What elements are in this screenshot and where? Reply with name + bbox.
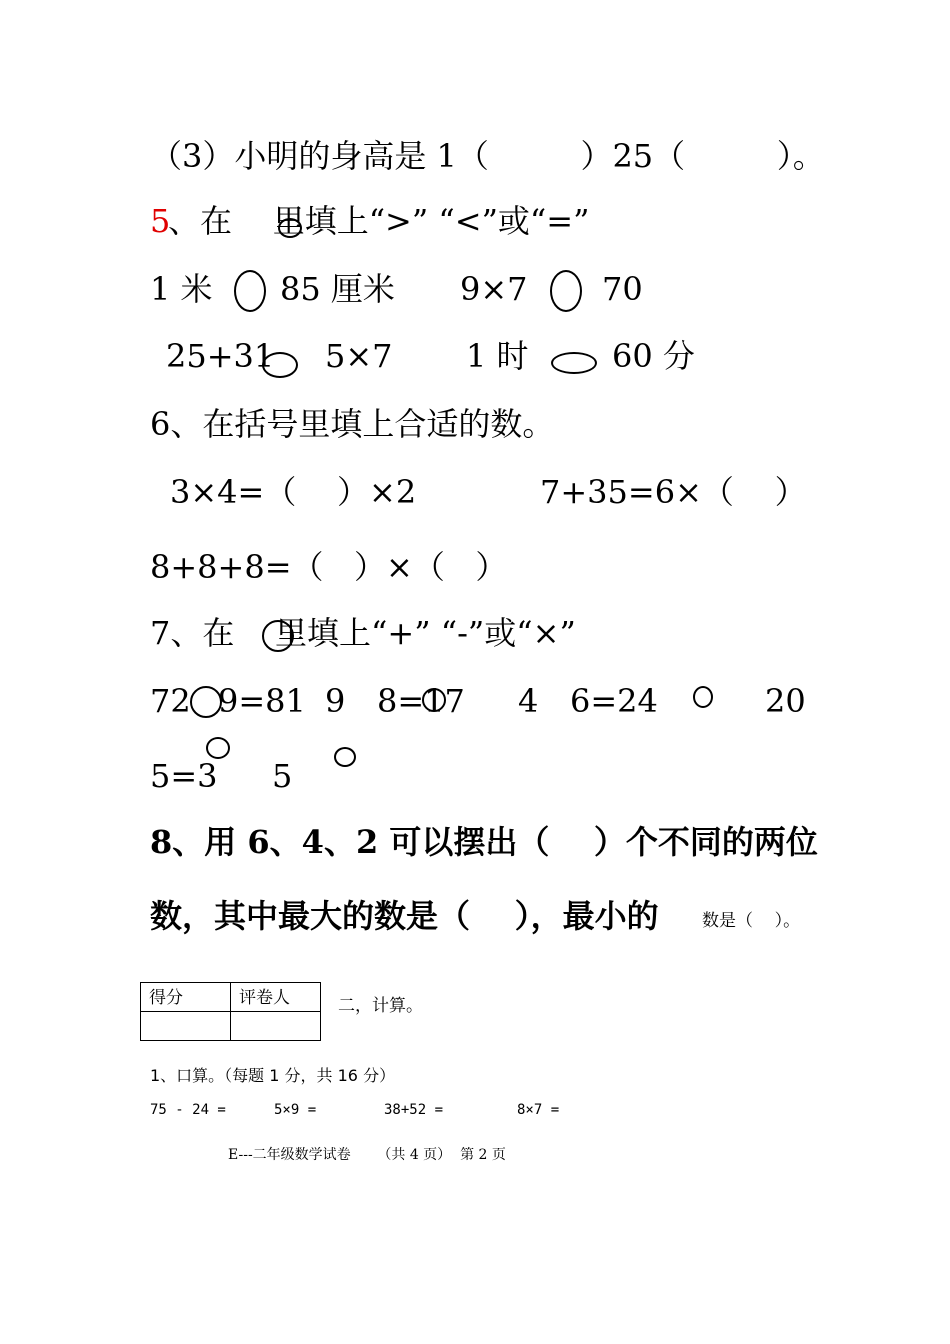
q5-item: 85 厘米 (280, 270, 395, 308)
q8-line2: 数，其中最大的数是（ ），最小的 (150, 897, 659, 935)
q7-item: 9=81 (218, 682, 306, 720)
score-header: 得分 (141, 983, 231, 1012)
grader-header: 评卷人 (231, 983, 321, 1012)
q5-number: 5 (150, 202, 171, 240)
answer-circle[interactable] (693, 686, 713, 708)
q6-item: 7+35=6×（ ） (540, 473, 807, 511)
q7-title: 7、在 里填上“+” “-”或“×” (150, 614, 576, 652)
q5-item: 60 分 (612, 337, 695, 375)
q5-title: 、在 里填上“>” “<”或“=” (168, 202, 590, 240)
q7-item: 5=3 (150, 757, 218, 795)
q5-item: 5×7 (325, 337, 393, 375)
q5-item: 1 米 (150, 270, 213, 308)
answer-circle[interactable] (550, 270, 582, 312)
q6-item: 8+8+8=（ ）×（ ） (150, 548, 508, 586)
calc-item: 5×9 = (274, 1102, 317, 1118)
q5-item: 9×7 (460, 270, 528, 308)
answer-circle[interactable] (206, 737, 230, 759)
q7-item: 9 (325, 682, 346, 720)
q8-tail: 数是（ ）。 (702, 911, 801, 931)
q5-item: 70 (602, 270, 643, 308)
q5-item: 25+31 (166, 337, 275, 375)
calc-item: 38+52 = (384, 1102, 444, 1118)
q8-line1: 8、用 6、4、2 可以摆出（ ）个不同的两位 (150, 823, 818, 861)
section-subtitle: 1、口算。（每题 1 分，共 16 分） (150, 1066, 396, 1085)
q7-item: 5 (272, 757, 293, 795)
score-cell[interactable] (141, 1012, 231, 1041)
answer-circle[interactable] (262, 620, 294, 652)
q7-item: 8=17 (377, 682, 465, 720)
answer-circle[interactable] (422, 688, 446, 712)
answer-circle[interactable] (234, 270, 266, 312)
q7-item: 4 (518, 682, 539, 720)
q6-title: 6、在括号里填上合适的数。 (150, 405, 555, 443)
calc-item: 8×7 = (517, 1102, 560, 1118)
q5-item: 1 时 (466, 337, 529, 375)
q7-item: 6=24 (570, 682, 658, 720)
answer-circle[interactable] (334, 747, 356, 767)
q7-item: 72 (150, 682, 191, 720)
answer-circle[interactable] (278, 218, 302, 238)
calc-item: 75 - 24 = (150, 1102, 226, 1118)
grader-cell[interactable] (231, 1012, 321, 1041)
score-table (140, 982, 321, 1041)
page-footer: E---二年级数学试卷 （共 4 页） 第 2 页 (228, 1147, 506, 1163)
q4-sub3: （3）小明的身高是 1（ ）25（ ）。 (150, 137, 825, 175)
q6-item: 3×4=（ ）×2 (170, 473, 417, 511)
section-title: 二，计算。 (338, 996, 423, 1016)
answer-circle[interactable] (262, 352, 298, 378)
q7-item: 20 (765, 682, 806, 720)
answer-circle[interactable] (551, 352, 597, 374)
